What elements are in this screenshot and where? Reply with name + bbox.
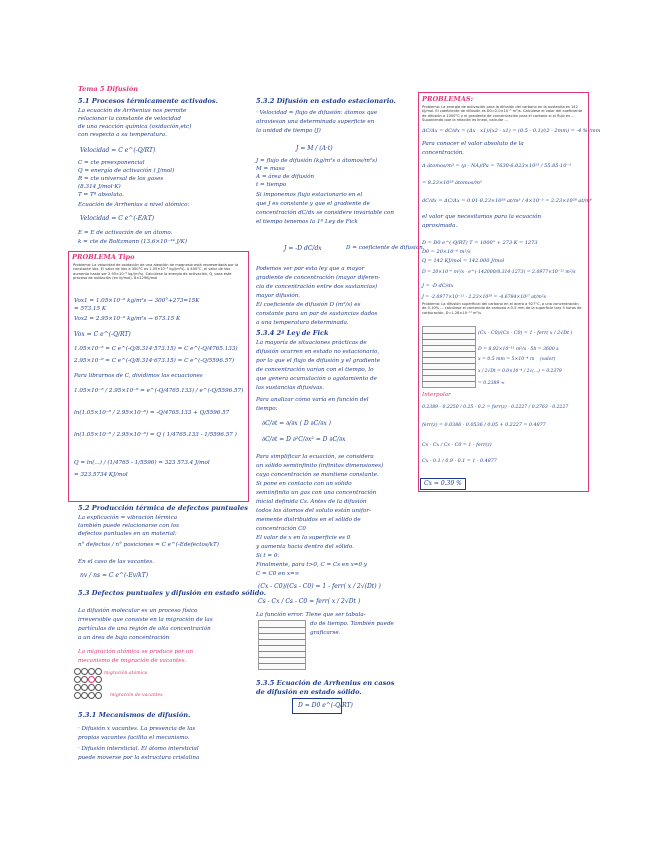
text-line: Finalmente, para t>0, C = Cs en x=0 y	[256, 562, 367, 568]
text-line: tiempo:	[256, 406, 278, 412]
definition-line: R = cte universal de los gases	[78, 176, 164, 182]
definition-line: (8.314 J/mol·K)	[78, 184, 121, 190]
equation-line: n° defectos / n° posiciones = C e^(-Edefectos/kT)	[78, 542, 219, 548]
text-line: un sólido semiinfinito (infinitas dimensiones)	[256, 463, 384, 469]
error-function-table	[422, 326, 476, 388]
section-5-1-title: 5.1 Procesos térmicamente activados.	[78, 97, 218, 105]
solution-line: dC/dx = ΔC/Δx = 0.01·8.23×10²⁸ at/m³ / 4×10⁻³ = 2.23×10²⁸ at/m⁴	[422, 198, 592, 204]
problem-line: = 323.5734 KJ/mol	[74, 472, 128, 478]
text-line: · Velocidad = flujo de difusión: átomos que	[256, 110, 378, 116]
definition-line: C = cte preexponencial	[78, 160, 145, 166]
solution-line: Para conocer el valor absoluto de la	[422, 141, 524, 147]
text-line: defectos puntuales en un material:	[78, 531, 177, 537]
text-line: y aumenta hacia dentro del sólido.	[256, 544, 354, 550]
text-line: relacionar la constante de velocidad	[78, 116, 181, 122]
problem-equation: Vox = C e^(-Q/RT)	[74, 331, 131, 338]
solution-line: x = 0.5 mm = 5×10⁻⁴ m	[478, 357, 535, 362]
text-line: El coeficiente de difusión D (m²/s) es	[256, 302, 361, 308]
solution-line: J = -D dC/dx	[422, 283, 454, 289]
text-line: la unidad de tiempo (J)	[256, 128, 321, 134]
problem-line: 1.05×10⁻⁸ = C e^(-Q/8.314·573.15) = C e^(-Q/4765.133)	[74, 346, 238, 352]
arrhenius-diffusion-equation: D = D0 e^(-Q/RT)	[298, 702, 353, 709]
solution-line: aproximada.	[422, 223, 458, 229]
text-line: Podemos ver por esta ley que a mayor	[256, 266, 365, 272]
text-line: En el caso de las vacantes.	[78, 559, 155, 565]
text-line: La explicación = vibración térmica	[78, 515, 178, 521]
label-atom-migration: migración atómica	[104, 671, 148, 676]
solution-line: D0 = 20×10⁻⁶ m²/s	[422, 249, 471, 255]
section-5-2-title: 5.2 Producción térmica de defectos puntuales	[78, 504, 248, 512]
problem-statement: Problema: La energía de activación para la difusión del carbono en la austenita es 142 kJ/mol. El coeficiente de difusión es D0=2.0×10⁻⁵ m²/s. Calcúlese el valor del coeficiente de difusión a 1000°C y el gradiente de concentración para el carbono si el flujo es ... Suponiendo que la relación es lineal, calcular ...	[422, 105, 583, 122]
text-line: Para simplificar la ecuación, se considera	[256, 454, 374, 460]
text-line: propias vacantes facilita el mecanismo.	[78, 735, 190, 741]
fick-second-law-equation: ∂C/∂t = ∂/∂x ( D ∂C/∂x )	[262, 420, 332, 427]
text-line: La migración atómica se produce por un	[78, 649, 194, 655]
text-line: inicial definida Cs. Antes de la difusión	[256, 499, 367, 505]
text-line: La ecuación de Arrhenius nos permite	[78, 108, 187, 114]
text-line: atraviesan una determinada superficie en	[256, 119, 375, 125]
error-function-equation: (Cx - C0)/(Cs - C0) = 1 - ferr( x / 2√Dt )	[478, 331, 573, 336]
section-5-3-5-title: 5.3.5 Ecuación de Arrhenius en casos	[256, 679, 395, 687]
fick-first-law-equation: J = -D dC/dx	[284, 245, 322, 252]
problem-line: ln(1.05×10⁻⁸ / 2.95×10⁻⁸) = Q ( 1/4765.133 - 1/5596.57 )	[74, 432, 237, 438]
error-function-equation: Cs - Cx / Cs - C0 = ferr( x / 2√Dt )	[258, 598, 361, 605]
text-line: mecanismo de migración de vacantes.	[78, 658, 187, 664]
interpolation-line: Cs - Cx / Cs - C0 = 1 - ferr(z)	[422, 443, 492, 448]
solution-line: concentración.	[422, 150, 465, 156]
page-heading: Tema 5 Difusión	[78, 85, 139, 93]
solution-line: = 0.2389 ≈	[478, 381, 505, 386]
velocity-equation: Velocidad = C e^(-Q/RT)	[80, 147, 156, 154]
definition-line: T = Tª absoluta.	[78, 192, 125, 198]
definition-line: k = cte de Boltzmann (13.6×10⁻²⁴ J/K)	[78, 239, 188, 245]
vacancy-equation: nv / ns = C e^(-Ev/kT)	[80, 572, 149, 579]
text-line: Ecuación de Arrhenius a nivel atómico:	[78, 202, 190, 208]
problem-line: Q = ln(...) / (1/4765 - 1/5596) = 323 573.4 J/mol	[74, 460, 210, 466]
text-line: Para analizar cómo varía en función del	[256, 397, 369, 403]
problem-line: 2.95×10⁻⁸ = C e^(-Q/8.314·673.15) = C e^(-Q/5596.57)	[74, 358, 234, 364]
final-answer: Cx = 0.39 %	[424, 480, 462, 487]
fick-second-law-equation: ∂C/∂t = D ∂²C/∂x² = D ∂C/∂x	[262, 436, 346, 443]
text-line: El valor de x en la superficie es 0	[256, 535, 351, 541]
text-line: La función error. Tiene que ser tabula-	[256, 612, 366, 618]
text-line: La difusión molecular es un proceso físico	[78, 608, 198, 614]
text-line: do de tiempo. También puede	[310, 621, 394, 627]
text-line: cia de concentración entre dos sustancias)	[256, 284, 378, 290]
definition-line: J = flujo de difusión (kg/m²s o átomos/m²s)	[256, 158, 378, 164]
solution-line: ΔC/Δx = dC/dx = (Δx - x1)/(x2 - x1) = (0.5 - 0.1)/(2 - 2mm) = -4 % /mm	[422, 128, 601, 134]
interpolation-line: ferr(z) = 0.0386 · 0.0536 / 0.05 + 0.2227 = 0.4877	[422, 423, 546, 428]
definition-line: Q = energía de activación ( J/mol)	[78, 168, 175, 174]
text-line: que genera acumulación o agotamiento de	[256, 376, 377, 382]
text-line: semiinfinito un gas con una concentración	[256, 490, 377, 496]
text-line: memente distribuidos en el sólido de	[256, 517, 361, 523]
atomic-equation: Velocidad = C e^(-E/kT)	[80, 215, 155, 222]
interpolation-line: 0.2389 - 0.2250 / 0.25 - 0.2 = ferr(z) - 0.2227 / 0.2763 - 0.2227	[422, 405, 569, 410]
text-line: graficarse.	[310, 630, 341, 636]
problem-line: = 573.15 K	[74, 306, 106, 312]
section-5-3-1-title: 5.3.1 Mecanismos de difusión.	[78, 711, 191, 719]
text-line: difusión ocurren en estado no estacionario,	[256, 349, 380, 355]
fick-first-law-note: D = coeficiente de difusión.	[346, 245, 425, 251]
text-line: La mayoría de situaciones prácticas de	[256, 340, 367, 346]
text-line: de una reacción química (oxidación,etc)	[78, 124, 192, 130]
problems-title: PROBLEMAS:	[422, 95, 474, 103]
solution-line: Δ átomos/m³ = (ρ · NA)/Pa = 7630·6.023×10²³ / 55.85·10⁻³	[422, 163, 572, 169]
definition-line: A = área de difusión	[256, 174, 315, 180]
solution-line: D = D0 e^(-Q/RT) T = 1000° + 273 K = 1273	[422, 240, 538, 246]
text-line: partículas de una región de alta concentración	[78, 626, 211, 632]
text-line: mayor difusión.	[256, 293, 301, 299]
definition-line: Si imponemos flujo estacionario en el	[256, 192, 363, 198]
flux-equation: J = M / (A·t)	[296, 145, 333, 152]
problem-line: Vox1 = 1.05×10⁻⁸ kg/m²s → 300°+273=15K	[74, 298, 200, 304]
problem-statement: Problema: La velocidad de oxidación de una aleación de magnesio está representada por la constante Vox. El valor de Vox a 300°C es 1.05×10⁻⁸ kg/(m²s). A 400°C, el valor de Vox aumenta hasta ser 2.95×10⁻⁸ kg/(m²s). Calcúlese la energía de activación, Q, para este proceso de oxidación (en kJ/mol). 8×129Kj/mol	[73, 263, 239, 280]
text-line: a una temperatura determinada.	[256, 320, 349, 326]
text-line: a un área de baja concentración	[78, 635, 170, 641]
problem-line: Vox2 = 2.95×10⁻⁸ kg/m²s → 673.15 K	[74, 316, 181, 322]
text-line: las sustancias difusivas.	[256, 385, 325, 391]
problem-box-title: PROBLEMA Tipo	[72, 253, 135, 261]
solution-line: el valor que necesitamos para la ecuación	[422, 214, 542, 220]
problem-line: ln(1.05×10⁻⁸ / 2.95×10⁻⁸) = -Q/4765.133 + Q/5596.57	[74, 410, 230, 416]
solution-line: x / 2√Dt = 0.0×10⁻⁴ / 2√(...) = 0.2379	[478, 369, 562, 374]
definition-line: el tiempo tenemos la 1ª Ley de Fick	[256, 219, 358, 225]
section-5-3-2-title: 5.3.2 Difusión en estado estacionario.	[256, 97, 396, 105]
definition-line: concentración dC/dx se considere invariable con	[256, 210, 394, 216]
problem-line: 1.05×10⁻⁸ / 2.95×10⁻⁸ = e^(-Q/4765.133) / e^(-Q/5596.57)	[74, 388, 244, 394]
text-line: · Difusión x vacantes. La presencia de las	[78, 726, 196, 732]
text-line: Si pone en contacto con un sólido	[256, 481, 352, 487]
text-line: con respecto a su temperatura.	[78, 132, 167, 138]
text-line: C = C0 en x=∞	[256, 571, 300, 577]
interpolate-title: Interpolar	[422, 392, 451, 398]
solution-line: = 8.23×10²⁸ átomos/m³	[422, 180, 482, 186]
problem-statement: Problema: La difusión superficial del carbono en el acero a 927°C, a una concentración de 0.10% ... calcúlese el contenido de carbono a 0.5 mm de la superficie tras 5 horas de carburación. D=1.28×10⁻¹¹ m²/s	[422, 302, 582, 315]
definition-line: M = masa	[256, 166, 285, 172]
section-5-3-title: 5.3 Defectos puntuales y difusión en estado sólido.	[78, 589, 266, 597]
error-function-table	[258, 620, 306, 670]
solution-line: D = 8.92×10⁻¹¹ m²/s · 5h = 3600 s	[478, 347, 559, 352]
text-line: cuya concentración se mantiene constante.	[256, 472, 379, 478]
text-line: de concentración varían con el tiempo, lo	[256, 367, 374, 373]
interp-note: (valor)	[540, 357, 556, 362]
text-line: Si t = 0:	[256, 553, 280, 559]
text-line: concentración C0	[256, 526, 306, 532]
text-line: irreversible que consiste en la migración de las	[78, 617, 213, 623]
solution-line: J = -2.0977×10⁻¹¹ · 2.23×10²⁸ = -4.6784×10¹⁷ at/m²s	[422, 295, 546, 300]
text-line: todos los átomos del soluto están unifor-	[256, 508, 371, 514]
section-5-3-5-subtitle: de difusión en estado sólido.	[256, 688, 362, 696]
text-line: · Difusión intersticial. El átomo intersticial	[78, 746, 199, 752]
label-vacancy-migration: migración de vacantes	[110, 693, 163, 698]
definition-line: que J es constante y que el gradiente de	[256, 201, 370, 207]
text-line: constante para un par de sustancias dados	[256, 311, 378, 317]
text-line: también puede relacionarse con los	[78, 523, 179, 529]
interpolation-line: Cx - 0.1 / 0.9 - 0.1 = 1 - 0.4877	[422, 459, 497, 464]
text-line: por lo que el flujo de difusión y el gradiente	[256, 358, 381, 364]
definition-line: t = tiempo	[256, 182, 287, 188]
definition-line: E = E de activación de un átomo.	[78, 230, 173, 236]
problem-line: Para librarnos de C, dividimos las ecuaciones	[74, 373, 203, 379]
section-5-3-4-title: 5.3.4 2ª Ley de Fick	[256, 329, 329, 337]
text-line: puede moverse por la estructura cristalina	[78, 755, 200, 761]
solution-line: Q = 142 KJ/mol = 142.000 J/mol	[422, 258, 505, 264]
solution-line: D = 20×10⁻⁶ m²/s · e^(-142000/8.314·1273) = 2.0977×10⁻¹¹ m²/s	[422, 270, 576, 275]
text-line: gradiente de concentración (mayor diferen-	[256, 275, 380, 281]
error-function-equation: (Cx - C0)/(Cs - C0) = 1 - ferr( x / 2√(Dt) )	[258, 583, 381, 590]
